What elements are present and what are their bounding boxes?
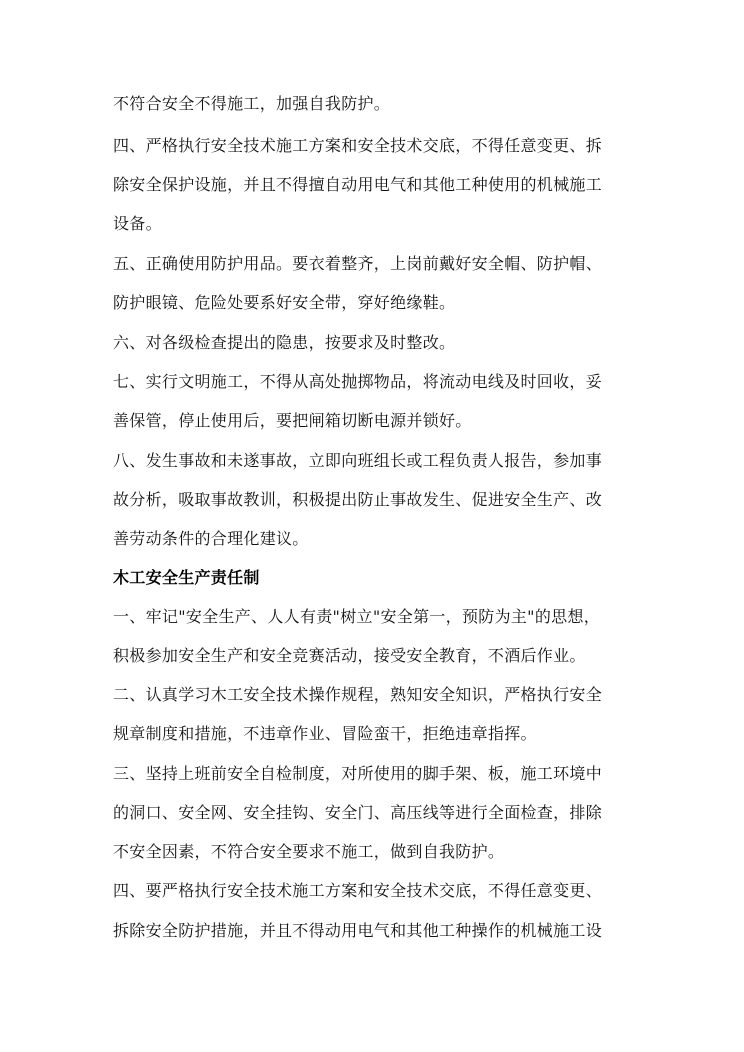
text-line: 不符合安全不得施工，加强自我防护。 bbox=[113, 94, 391, 113]
section-heading: 木工安全生产责任制 bbox=[113, 568, 260, 587]
text-line: 设备。 bbox=[113, 214, 162, 233]
text-line: 善保管，停止使用后，要把闸箱切断电源并锁好。 bbox=[113, 411, 472, 430]
text-line: 四、要严格执行安全技术施工方案和安全技术交底，不得任意变更、 bbox=[113, 881, 603, 900]
text-line: 八、发生事故和未遂事故，立即向班组长或工程负责人报告，参加事 bbox=[113, 451, 603, 470]
text-line: 四、严格执行安全技术施工方案和安全技术交底，不得任意变更、拆 bbox=[113, 136, 603, 155]
text-line: 七、实行文明施工，不得从高处抛掷物品，将流动电线及时回收，妥 bbox=[113, 372, 603, 391]
text-line: 一、牢记"安全生产、人人有责"树立"安全第一，预防为主"的思想， bbox=[113, 607, 601, 626]
text-line: 六、对各级检查提出的隐患，按要求及时整改。 bbox=[113, 333, 456, 352]
text-line: 除安全保护设施，并且不得擅自动用电气和其他工种使用的机械施工 bbox=[113, 175, 603, 194]
text-line: 故分析，吸取事故教训，积极提出防止事故发生、促进安全生产、改 bbox=[113, 490, 603, 509]
text-line: 拆除安全防护措施，并且不得动用电气和其他工种操作的机械施工设 bbox=[113, 921, 603, 940]
text-line: 三、坚持上班前安全自检制度，对所使用的脚手架、板，施工环境中 bbox=[113, 764, 603, 783]
text-line: 善劳动条件的合理化建议。 bbox=[113, 529, 309, 548]
text-line: 防护眼镜、危险处要系好安全带，穿好绝缘鞋。 bbox=[113, 293, 456, 312]
text-line: 二、认真学习木工安全技术操作规程，熟知安全知识，严格执行安全 bbox=[113, 685, 603, 704]
text-line: 的洞口、安全网、安全挂钩、安全门、高压线等进行全面检查，排除 bbox=[113, 803, 603, 822]
text-line: 不安全因素，不符合安全要求不施工，做到自我防护。 bbox=[113, 842, 505, 861]
text-line: 积极参加安全生产和安全竞赛活动，接受安全教育，不酒后作业。 bbox=[113, 646, 586, 665]
text-line: 规章制度和措施，不违章作业、冒险蛮干，拒绝违章指挥。 bbox=[113, 724, 537, 743]
text-line: 五、正确使用防护用品。要衣着整齐，上岗前戴好安全帽、防护帽、 bbox=[113, 254, 603, 273]
